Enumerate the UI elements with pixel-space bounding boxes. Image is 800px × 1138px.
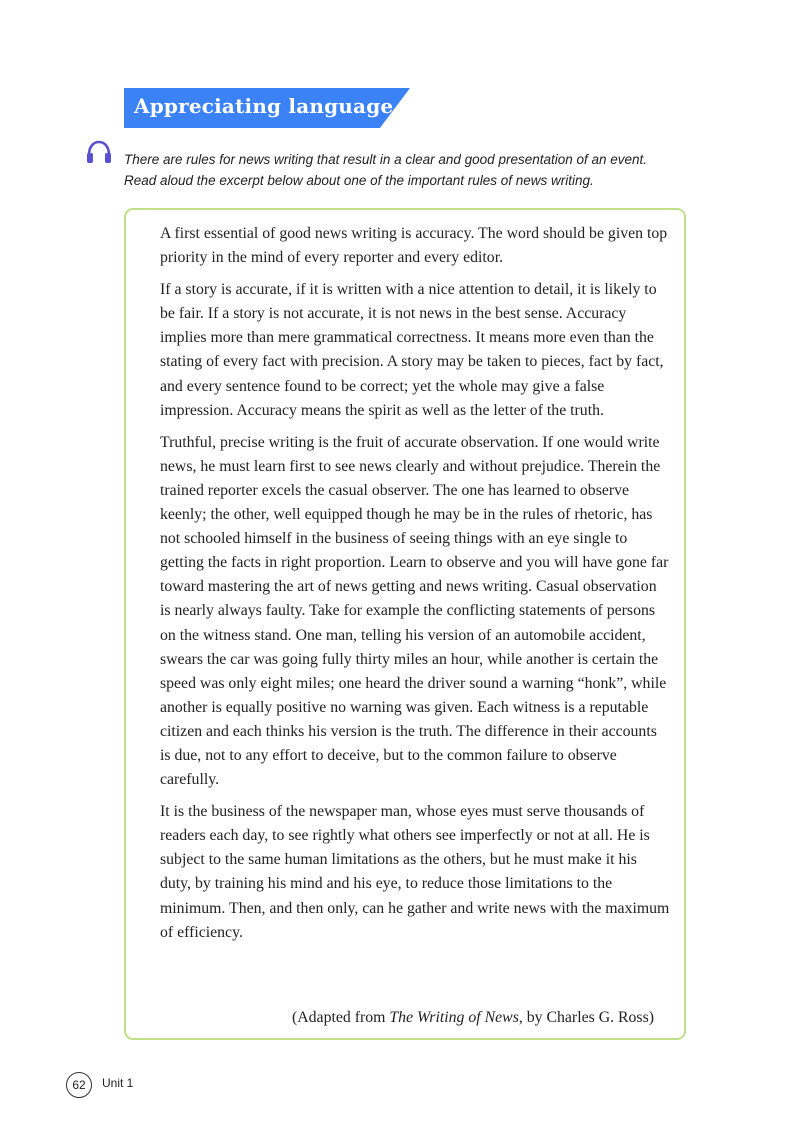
citation-prefix: (Adapted from	[291, 1009, 390, 1026]
citation-suffix: , by Charles G. Ross)	[518, 1009, 654, 1026]
excerpt-paragraph-3: Truthful, precise writing is the fruit of accurate observation. If one would write news, he must learn first to see news clearly and without prejudice. Therein the trained reporter excels the casual observer. The one has learned to observe keenly; the other, well equipped though he may be in the rules of rhetoric, has not schooled himself in the business of seeing things with an eye single to getting the facts in right proportion. Learn to observe and you will have gone far toward mastering the art of news getting and news writing. Casual observation is nearly always faulty. Take for example the conflicting statements of persons on the witness stand. One man, telling his version of an automobile accident, swears the car was going fully thirty miles an hour, while another is certain the speed was only eight miles; one heard the driver sound a warning “honk”, while another is equally positive no warning was given. Each witness is a reputable citizen and each thinks his version is the truth. The difference in their accounts is due, not to any effort to deceive, but to the common failure to observe carefully.	[160, 433, 669, 789]
intro-line-1: There are rules for news writing that result in a clear and good presentation of an event.	[124, 152, 648, 167]
citation	[292, 1009, 654, 1027]
section-title: Appreciating language	[134, 94, 394, 118]
excerpt-text	[160, 222, 670, 953]
unit-label: Unit 1	[102, 1076, 134, 1090]
excerpt-paragraph-2: If a story is accurate, if it is written with a nice attention to detail, it is likely to be fair. If a story is not accurate, it is not news in the best sense. Accuracy implies more than mere grammatical correctness. It means more even than the stating of every fact with precision. A story may be taken to pieces, fact by fact, and every sentence found to be correct; yet the whole may give a false impression. Accuracy means the spirit as well as the letter of the truth.	[160, 281, 664, 419]
intro-line-2: Read aloud the excerpt below about one of the important rules of news writing.	[124, 173, 594, 188]
intro-instructions	[124, 149, 724, 191]
citation-work: The Writing of News	[389, 1009, 519, 1026]
headphones-icon	[86, 140, 112, 164]
excerpt-paragraph-1: A first essential of good news writing is accuracy. The word should be given top priority in the mind of every reporter and every editor.	[160, 225, 668, 267]
excerpt-paragraph-4: It is the business of the newspaper man, whose eyes must serve thousands of readers each day, to see rightly what others see imperfectly or not at all. He is subject to the same human limitations as the others, but he must make it his duty, by training his mind and his eye, to reduce those limitations to the minimum. Then, and then only, can he gather and write news with the maximum of efficiency.	[160, 803, 670, 941]
section-banner	[124, 88, 410, 128]
page-number: 62	[66, 1072, 92, 1098]
